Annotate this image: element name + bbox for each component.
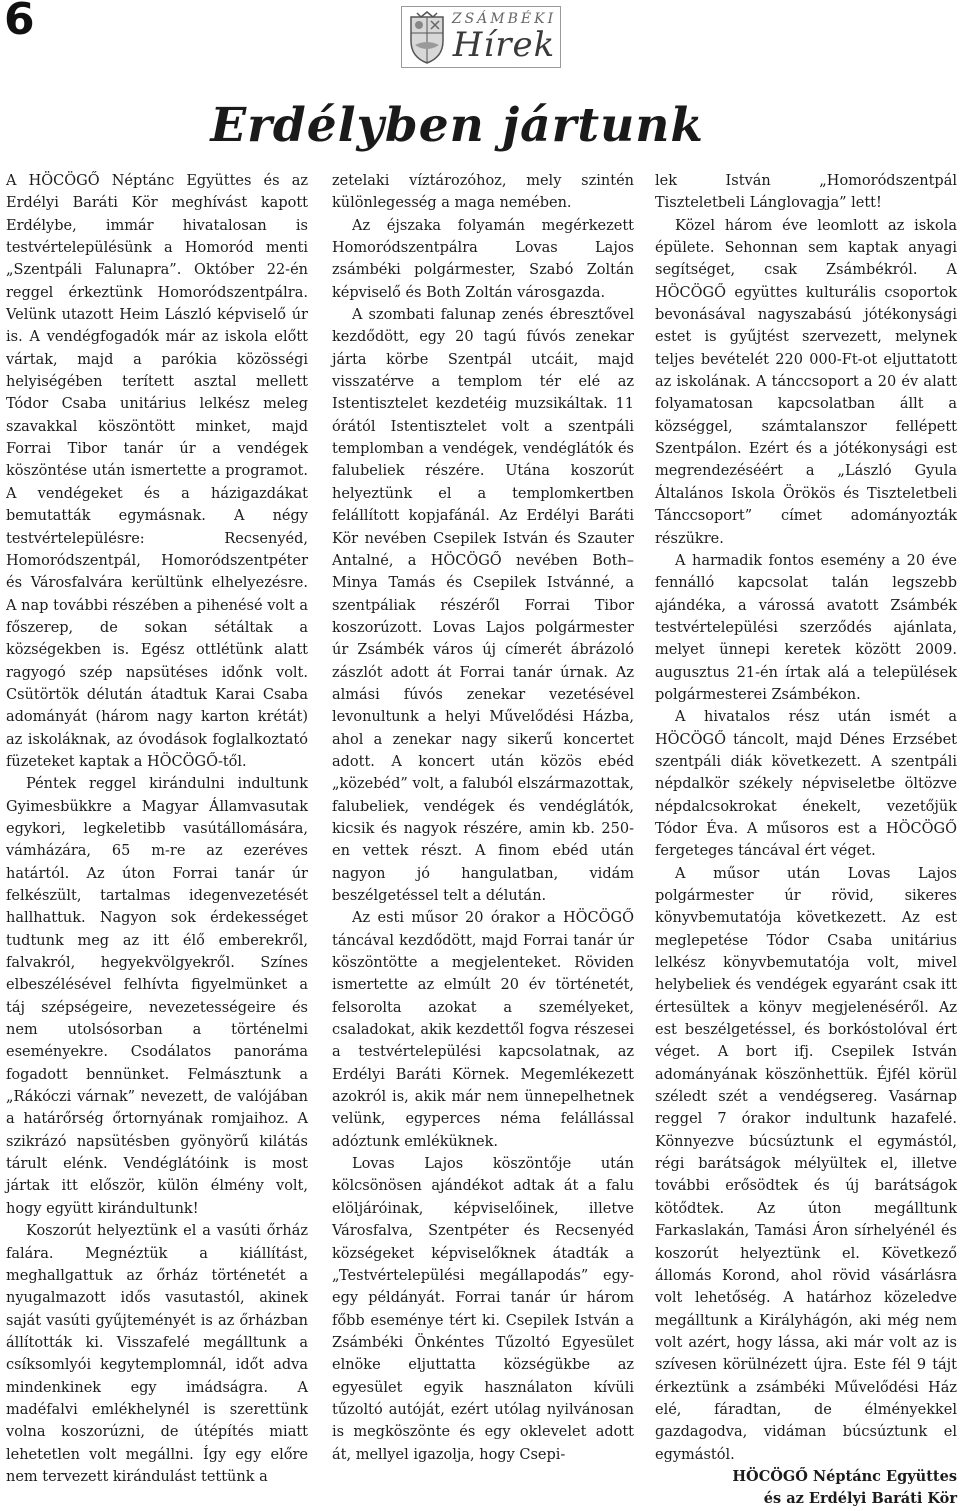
article-column-2 [332, 170, 634, 1468]
paragraph: Péntek reggel kirándulni indultunk Gyimesbükkre a Magyar Államvasutak egykori, legkeletibb vasútállomására, vámházára, 65 m-re az ezeréves határtól. Az úton Forrai tanár úr felkészült, tartalmas idegenvezetését hallhattuk. Nagyon sok érdekességet tudtunk meg az itt élő emberekről, falvakról, hegyekvölgyekről. Színes elbeszélésével felhívta figyelmünket a táj szépségeire, nevezetességeire és nem utolsósorban a történelmi eseményekre. Csodálatos panoráma fogadott bennünket. Felmásztunk a „Rákóczi várnak” nevezett, de valójában a határőrség őrtornyának romjaihoz. A szikrázó napsütésben gyönyörű kilátás tárult elénk. Vendéglátóink is most jártak itt először, külön élmény volt, hogy együtt kirándultunk! [6, 776, 308, 1217]
paragraph: Koszorút helyeztünk el a vasúti őrház falára. Megnéztük a kiállítást, meghallgattuk az őrház történetét a nyugalmazott idős vasutastól, akinek saját vasúti gyűjteményét is az őrházban állították ki. Visszafelé megálltunk a csíksomlyói kegytemplomnál, időt adva mindenkinek egy imádságra. A madéfalvi emlékhelynél is szerettünk volna koszorúzni, de útépítés miatt lehetetlen volt megállni. Így egy előre nem tervezett kirándulást tettünk a [6, 1223, 308, 1485]
paragraph: A műsor után Lovas Lajos polgármester úr rövid, sikeres könyvbemutatója következett. Az est meglepetése Tódor Csaba unitárius lelkész könyvbemutatója volt, mivel helybeliek és vendégek egyaránt csak itt értesültek a könyv megjelenéséről. Az est beszélgetéssel, és borkóstolóval ért véget. A bort ifj. Csepilek István adományának köszönhettük. Éjfél körül széledt szét a vendégsereg. Vasárnap reggel 7 órakor indultunk hazafelé. Könnyezve búcsúztunk el egymástól, régi barátságok mélyültek el, illetve további erősödtek és új barátságok kötődtek. Az úton megálltunk Farkaslakán, Tamási Áron sírhelyénél és koszorút helyeztünk el. Következő állomás Korond, ahol rövid vásárlásra volt lehetőség. A határhoz közeledve megálltunk a Királyhágón, aki még nem volt azért, hogy lássa, aki már volt az is szívesen körülnézett újra. Este fél 9 tájt érkeztünk a zsámbéki Művelődési Ház elé, fáradtan, de élményekkel gazdagodva, vidáman búcsúztunk el egymástól. [655, 865, 957, 1463]
paragraph: Az éjszaka folyamán megérkezett Homoródszentpálra Lovas Lajos zsámbéki polgármester, Szabó Zoltán képviselő és Both Zoltán városgazda. [332, 217, 634, 301]
paragraph: A harmadik fontos esemény a 20 éve fennálló kapcsolat talán legszebb ajándéka, a várossá avatott Zsámbék testvértelepülési szerződés ajánlata, melyet ünnepi keretek között 2009. augusztus 21-én írtak alá a települések polgármesterei Zsámbékon. [655, 552, 957, 703]
page-number: 6 [4, 0, 35, 45]
signature-line-2: és az Erdélyi Baráti Kör [763, 1490, 957, 1508]
paragraph: A HÖCÖGŐ Néptánc Együttes és az Erdélyi Baráti Kör meghívást kapott Erdélybe, immár hivatalosan is testvértelepülésünk a Homoród menti „Szentpáli Falunapra”. Október 22-én reggel érkeztünk Homoródszentpálra. Velünk utazott Heim László képviselő úr is. A vendégfogadók már az iskola előtt vártak, majd a parókia közösségi helyiségében terített asztal mellett Tódor Csaba unitárius lelkész meleg szavakkal köszöntött minket, majd Forrai Tibor tanár úr a vendégek köszöntése után ismertette a programot. A vendégeket és a házigazdákat bemutatták egymásnak. A négy testvértelepülésre: Recsenyéd, Homoródszentpál, Homoródszentpéter és Városfalvára kerültünk elhelyezésre. A nap további részében a pihenésé volt a főszerep, de sokan sétáltak a községekben is. Egész ottlétünk alatt ragyogó szép napsütéses időnk volt. Csütörtök délután átadtuk Karai Csaba adományát (három nagy karton krétát) az iskoláknak, az óvodások foglalkoztató füzeteket kaptak a HÖCÖGŐ-től. [6, 173, 308, 770]
article-column-1 [6, 170, 308, 1485]
signature-line-1: HÖCÖGŐ Néptánc Együttes [732, 1467, 957, 1485]
article-headline: Erdélyben jártunk [210, 98, 704, 153]
coat-of-arms-icon [407, 11, 447, 65]
paragraph: zetelaki víztározóhoz, mely szintén különlegesség a maga nemében. [332, 173, 634, 212]
paragraph: A hivatalos rész után ismét a HÖCÖGŐ táncolt, majd Dénes Erzsébet szentpáli diák következett. A szentpáli népdalkör székely népviseletbe öltözve népdalcsokrokat énekelt, vezetőjük Tódor Éva. A műsoros est a HÖCÖGŐ fergeteges táncával ért véget. [655, 709, 957, 860]
paragraph: Az esti műsor 20 órakor a HÖCÖGŐ táncával kezdődött, majd Forrai tanár úr köszöntötte a megjelenteket. Röviden ismertette az elmúlt 20 év történetét, felsorolta azokat a személyeket, csaladokat, akik kezdettől fogva részesei a testvértelepülési kapcsolatnak, az Erdélyi Baráti Körnek. Megemlékezett azokról is, akik már nem ünnepelhetnek velünk, egyperces néma felállással adóztunk emléküknek. [332, 910, 634, 1150]
article-column-3 [655, 170, 957, 1508]
masthead-logo [401, 6, 561, 68]
masthead-title: Hírek [452, 25, 556, 65]
paragraph: Közel három éve leomlott az iskola épülete. Sehonnan sem kaptak anyagi segítséget, csak Zsámbékról. A HÖCÖGŐ együttes kulturális csoportok bevonásával nagyszabású jótékonysági estet is gyűjtést szervezett, melynek teljes bevételét 220 000-Ft-ot eljuttatott az iskolának. A tánccsoport a 20 év alatt folyamatosan kapcsolatban állt a községgel, számtalanszor fellépett Szentpálon. Ezért és a jótékonysági est megrendezéséért a „László Gyula Általános Iskola Örökös és Tiszteletbeli Tánccsoport” címet adományozták részükre. [655, 217, 957, 547]
paragraph: lek István „Homoródszentpál Tiszteletbeli Lánglovagja” lett! [655, 173, 957, 212]
paragraph: A szombati falunap zenés ébresztővel kezdődött, egy 20 tagú fúvós zenekar járta körbe Szentpál utcáit, majd visszatérve a templom tér elé az Istentisztelet kezdetéig muzsikáltak. 11 órától Istentisztelet volt a szentpáli templomban a vendégek, vendéglátók és falubeliek részére. Utána koszorút helyeztünk el a templomkertben felállított kopjafánál. Az Erdélyi Baráti Kör nevében Csepilek István és Szauter Antalné, a HÖCÖGŐ nevében Both–Minya Tamás és Csepilek Istvánné, a szentpáliak részéről Forrai Tibor koszorúzott. Lovas Lajos polgármester úr Zsámbék város új címerét ábrázoló zászlót adott át Forrai tanár úrnak. Az almási fúvós zenekar vezetésével levonultunk a helyi Művelődési Házba, ahol a zenekar nagy sikerű koncertet adott. A koncert után közös ebéd „közebéd” volt, a faluból elszármazottak, falubeliek, vendégek és vendéglátók, kicsik és nagyok részére, amin kb. 250-en vettek részt. A finom ebéd után nagyon jó hangulatban, vidám beszélgetéssel telt a délután. [332, 307, 634, 904]
paragraph: Lovas Lajos köszöntője után kölcsönösen ajándékot adtak át a falu elöljáróinak, képviselőinek, illetve Városfalva, Szentpéter és Recsenyéd községeket képviselőknek átadták a „Testvértelepülési megállapodás” egy-egy példányát. Forrai tanár úr három főbb eseménye tért ki. Csepilek István a Zsámbéki Önkéntes Tűzoltó Egyesület elnöke eljuttatta községükbe az egyesület egyik használaton kívüli tűzoltó autóját, ezért utólag nyilvánosan is megköszönte és egy oklevelet adott át, mellyel igazolja, hogy Csepi- [332, 1156, 634, 1463]
masthead-kicker: ZSÁMBÉKI [451, 11, 557, 27]
